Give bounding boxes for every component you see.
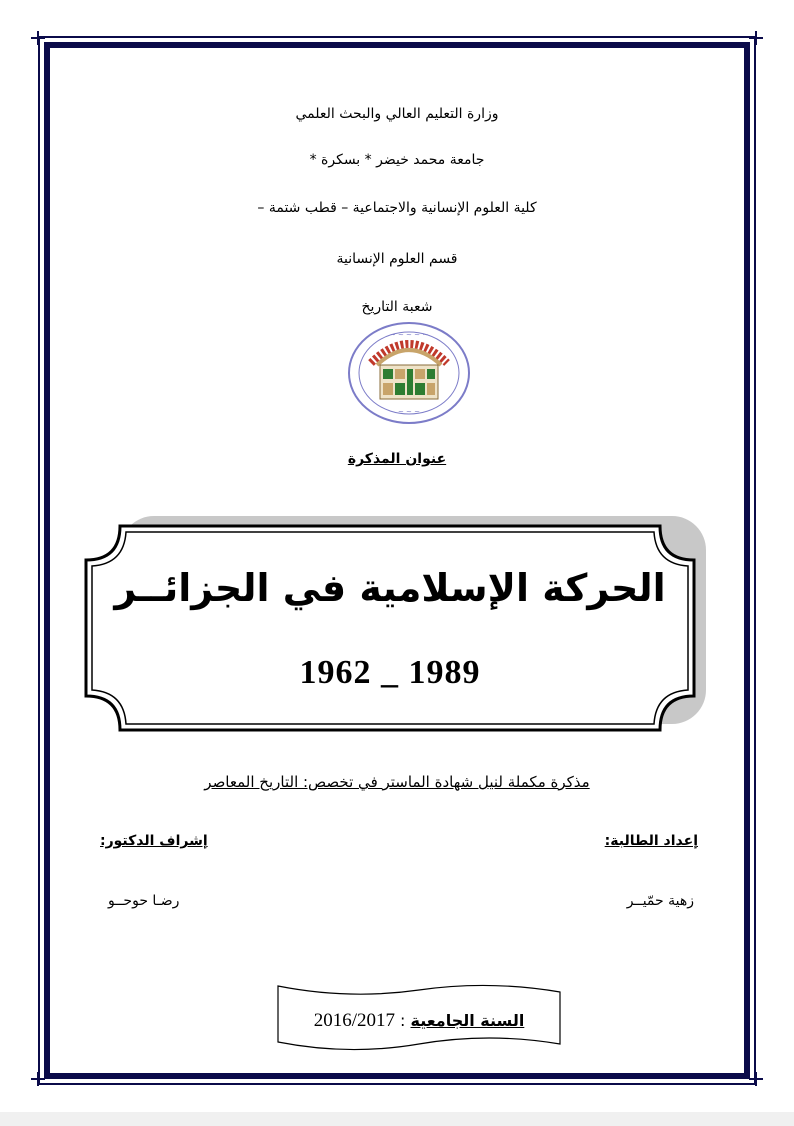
department-name: قسم العلوم الإنسانية — [336, 251, 458, 267]
academic-year-value: 2016/2017 — [313, 1010, 395, 1031]
corner-ornament — [749, 31, 763, 45]
corner-ornament — [749, 1072, 763, 1086]
supervisor-label: إشراف الدكتور: — [100, 833, 208, 849]
faculty-name: كلية العلوم الإنسانية والاجتماعية – قطب شتمة – — [257, 200, 537, 216]
svg-text:~ ~ ~ ~ ~: ~ ~ ~ ~ ~ — [389, 331, 429, 339]
title-box-frame — [80, 520, 700, 736]
page-bottom-strip — [0, 1112, 794, 1126]
svg-text:~ ~ ~: ~ ~ ~ — [397, 408, 421, 416]
degree-statement: مذكرة مكملة لنيل شهادة الماستر في تخصص: التاريخ المعاصر — [204, 773, 590, 791]
corner-ornament — [31, 31, 45, 45]
university-name: جامعة محمد خيضر * بسكرة * — [309, 152, 485, 168]
supervisor-name: رضـا حوحــو — [108, 893, 180, 909]
thesis-title: الحركة الإسلامية في الجزائــر — [114, 566, 666, 610]
academic-year-label: السنة الجامعية — [410, 1011, 525, 1030]
branch-name: شعبة التاريخ — [361, 299, 433, 315]
academic-year-separator: : — [394, 1011, 411, 1030]
student-label: إعداد الطالبة: — [604, 833, 698, 849]
academic-year — [274, 1010, 564, 1032]
ministry-name: وزارة التعليم العالي والبحث العلمي — [295, 106, 499, 122]
student-name: زهية حمّيــر — [626, 893, 694, 909]
corner-ornament — [31, 1072, 45, 1086]
thesis-period: 1962 _ 1989 — [299, 654, 481, 691]
university-logo — [347, 321, 471, 425]
memo-title-label: عنوان المذكرة — [347, 451, 447, 467]
